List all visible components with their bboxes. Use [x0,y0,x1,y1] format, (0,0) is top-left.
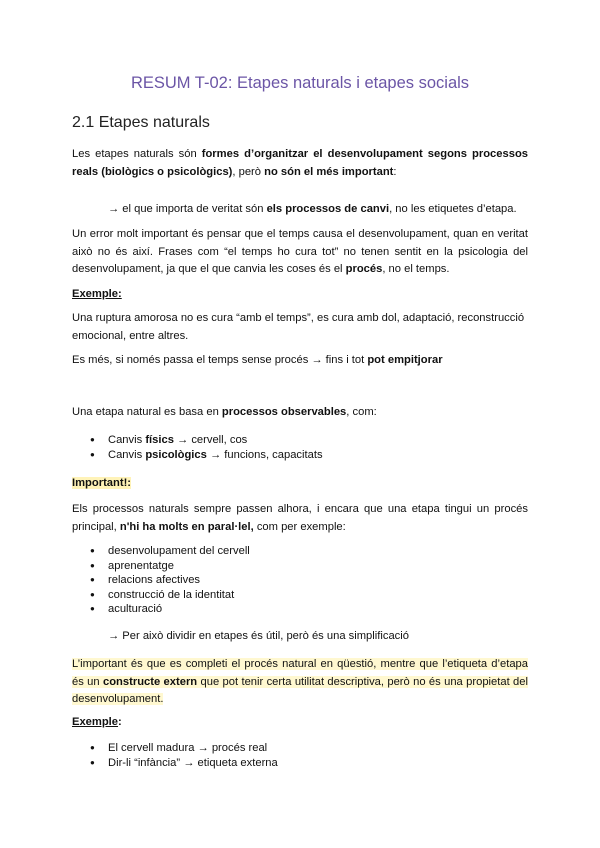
paragraph-example-1: Una ruptura amorosa no es cura “amb el temps”, es cura amb dol, adaptació, reconstrucció emocional, entre altres. [72,312,525,342]
document-title: RESUM T-02: Etapes naturals i etapes socials [130,74,470,92]
list-item: ● construcció de la identitat [72,588,528,603]
list-processes [72,544,528,617]
paragraph-highlight: L’important és que es completi el procés natural en qüestió, mentre que l’etiqueta d’etapa és un constructe extern que pot tenir certa utilitat descriptiva, però no és una propietat del desenvolupament. [72,658,528,705]
paragraph-arrow-note: → el que importa de veritat són els processos de canvi, no les etiquetes d’etapa. [108,203,517,215]
paragraph-error: Un error molt important és pensar que el temps causa el desenvolupament, quan en veritat això no és així. Frases com “el temps ho cura tot” no tenen sentit en la psicologia del desenvolupament, ja que el que canvia les coses és el procés, no el temps. [72,228,528,275]
list-examples [72,741,528,770]
list-item: ● Canvis psicològics → funcions, capacitats [72,448,528,463]
paragraph-natural-stage: Una etapa natural es basa en processos observables, com: [72,406,377,418]
list-item: ● relacions afectives [72,573,528,588]
paragraph-parallel: Els processos naturals sempre passen alhora, i encara que una etapa tingui un procés principal, n'hi ha molts en paral·lel, com per exemple: [72,503,528,533]
section-title: 2.1 Etapes naturals [72,114,210,131]
list-item: ● desenvolupament del cervell [72,544,528,559]
list-item: ● El cervell madura → procés real [72,741,528,756]
example-label-2: Exemple: [72,716,122,728]
list-item: ● Canvis físics → cervell, cos [72,433,528,448]
paragraph-worsen: Es més, si només passa el temps sense procés → fins i tot pot empitjorar [72,354,443,366]
paragraph-intro: Les etapes naturals són formes d’organitzar el desenvolupament segons processos reals (biològics o psicològics), però no són el més important: [72,148,528,178]
important-label: Important!: [72,477,132,489]
list-changes [72,433,528,462]
paragraph-simplification: → Per això dividir en etapes és útil, però és una simplificació [108,630,409,642]
list-item: ● aculturació [72,602,528,617]
list-item: ● aprenentatge [72,559,528,574]
example-label-1: Exemple: [72,288,122,300]
list-item: ● Dir-li “infància” → etiqueta externa [72,756,528,771]
